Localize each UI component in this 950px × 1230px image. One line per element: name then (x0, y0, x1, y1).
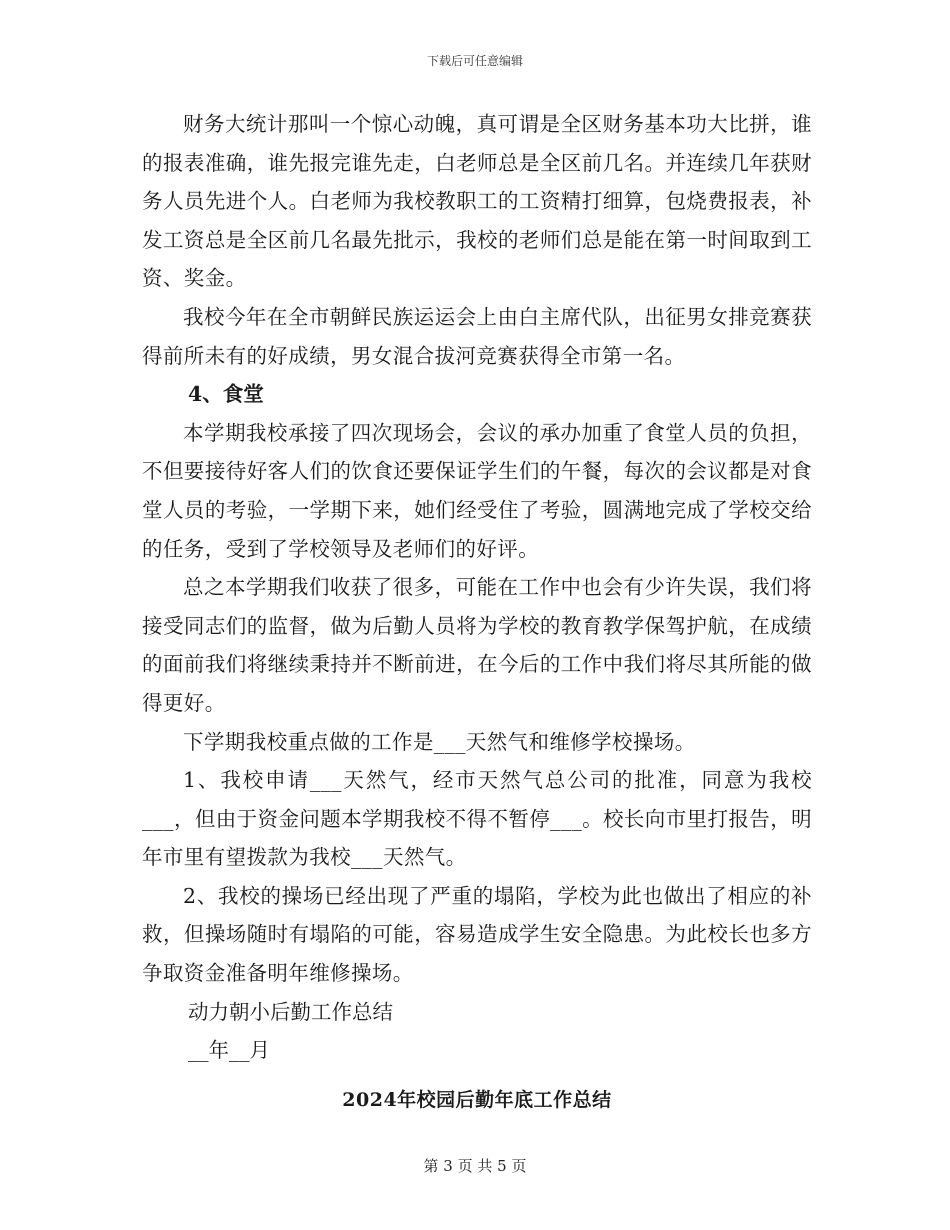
paragraph-sports: 我校今年在全市朝鲜民族运运会上由白主席代队，出征男女排竞赛获得前所未有的好成绩，男女混合拔河竞赛获得全市第一名。 (142, 304, 812, 368)
paragraph-canteen: 本学期我校承接了四次现场会，会议的承办加重了食堂人员的负担，不但要接待好客人们的饮食还要保证学生们的午餐，每次的会议都是对食堂人员的考验，一学期下来，她们经受住了考验，圆满地完成了学校交给的任务，受到了学校领导及老师们的好评。 (142, 420, 812, 561)
paragraph-finance: 财务大统计那叫一个惊心动魄，真可谓是全区财务基本功大比拼，谁的报表准确，谁先报完谁先走，白老师总是全区前几名。并连续几年获财务人员先进个人。白老师为我校教职工的工资精打细算，包烧费报表，补发工资总是全区前几名最先批示，我校的老师们总是能在第一时间取到工资、奖金。 (142, 112, 812, 291)
date-line: __年__月 (188, 1038, 270, 1063)
paragraph-summary: 总之本学期我们收获了很多，可能在工作中也会有少许失误，我们将接受同志们的监督，做为后勤人员将为学校的教育教学保驾护航，在成绩的面前我们将继续秉持并不断前进，在今后的工作中我们将尽其所能的做得更好。 (142, 575, 812, 715)
section-heading-canteen: 4、食堂 (188, 382, 264, 407)
page-footer: 第 3 页 共 5 页 (423, 1157, 527, 1175)
paragraph-next-term: 下学期我校重点做的工作是___天然气和维修学校操场。 (183, 729, 696, 754)
page-header: 下载后可任意编辑 (426, 54, 523, 68)
next-document-title: 2024年校园后勤年底工作总结 (342, 1088, 612, 1111)
paragraph-playground: 2、我校的操场已经出现了严重的塌陷，学校为此也做出了相应的补救，但操场随时有塌陷的可能，容易造成学生安全隐患。为此校长也多方争取资金准备明年维修操场。 (142, 883, 812, 986)
document-body (142, 105, 812, 1118)
signature: 动力朝小后勤工作总结 (188, 999, 393, 1024)
paragraph-gas: 1、我校申请___天然气，经市天然气总公司的批准，同意为我校___，但由于资金问题本学期我校不得不暂停___。校长向市里打报告，明年市里有望拨款为我校___天然气。 (142, 768, 812, 870)
